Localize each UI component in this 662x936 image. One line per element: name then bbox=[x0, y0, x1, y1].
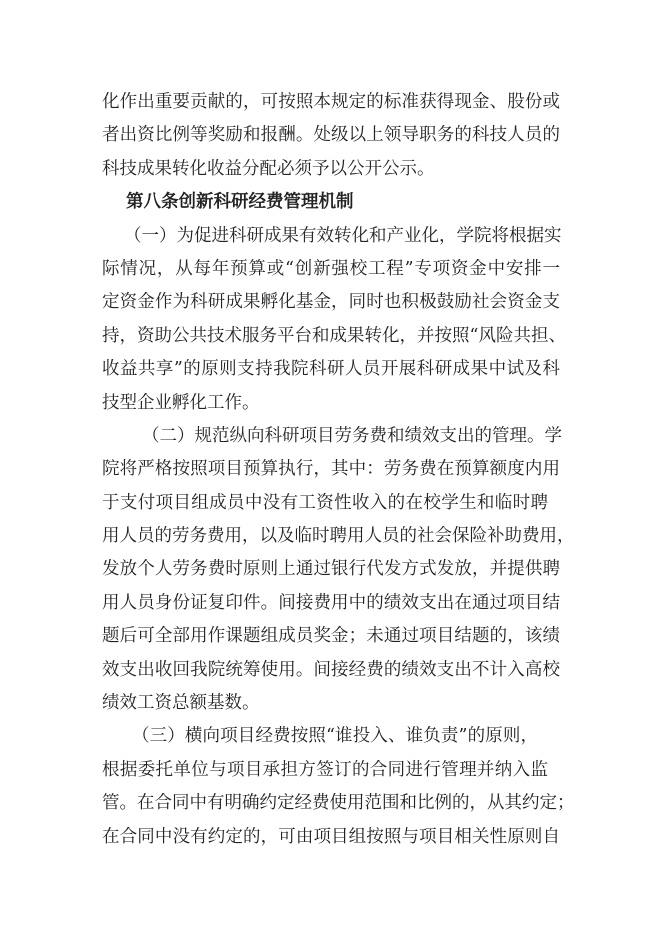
document-page bbox=[102, 86, 575, 854]
text-line: 用人员的劳务费用，以及临时聘用人员的社会保险补助费用， bbox=[102, 526, 575, 547]
text-line: 发放个人劳务费时原则上通过银行代发方式发放，并提供聘 bbox=[102, 559, 560, 580]
text-line: （二）规范纵向科研项目劳务费和绩效支出的管理。学 bbox=[142, 425, 562, 446]
text-line: 际情况，从每年预算或“创新强校工程”专项资金中安排一 bbox=[102, 258, 560, 279]
text-line: 院将严格按照项目预算执行，其中：劳务费在预算额度内用 bbox=[102, 459, 560, 480]
section-heading: 第八条创新科研经费管理机制 bbox=[126, 192, 354, 213]
text-line: 化作出重要贡献的，可按照本规定的标准获得现金、股份或 bbox=[102, 92, 560, 112]
text-line: 收益共享”的原则支持我院科研人员开展科研成果中试及科 bbox=[102, 359, 560, 380]
text-line: 根据委托单位与项目承担方签订的合同进行管理并纳入监 bbox=[102, 759, 548, 780]
text-line: 用人员身份证复印件。间接费用中的绩效支出在通过项目结 bbox=[102, 592, 560, 613]
text-line: 于支付项目组成员中没有工资性收入的在校学生和临时聘 bbox=[102, 492, 548, 513]
text-line: 在合同中没有约定的，可由项目组按照与项目相关性原则自 bbox=[102, 826, 560, 847]
text-line: 管。在合同中有明确约定经费使用范围和比例的，从其约定； bbox=[102, 793, 575, 814]
text-line: 技型企业孵化工作。 bbox=[102, 392, 260, 413]
text-line: 科技成果转化收益分配必须予以公开公示。 bbox=[102, 158, 435, 179]
text-line: 者出资比例等奖励和报酬。处级以上领导职务的科技人员的 bbox=[102, 125, 560, 146]
text-line: 持，资助公共技术服务平台和成果转化，并按照“风险共担、 bbox=[102, 325, 566, 346]
text-line: 绩效工资总额基数。 bbox=[102, 693, 260, 714]
text-line: 定资金作为科研成果孵化基金，同时也积极鼓励社会资金支 bbox=[102, 292, 560, 313]
text-line: 题后可全部用作课题组成员奖金；未通过项目结题的，该绩 bbox=[102, 626, 560, 647]
text-line: 效支出收回我院统筹使用。间接经费的绩效支出不计入高校 bbox=[102, 659, 560, 680]
text-line: （一）为促进科研成果有效转化和产业化，学院将根据实 bbox=[124, 225, 562, 246]
text-line: （三）横向项目经费按照“谁投入、谁负责”的原则， bbox=[132, 726, 538, 747]
